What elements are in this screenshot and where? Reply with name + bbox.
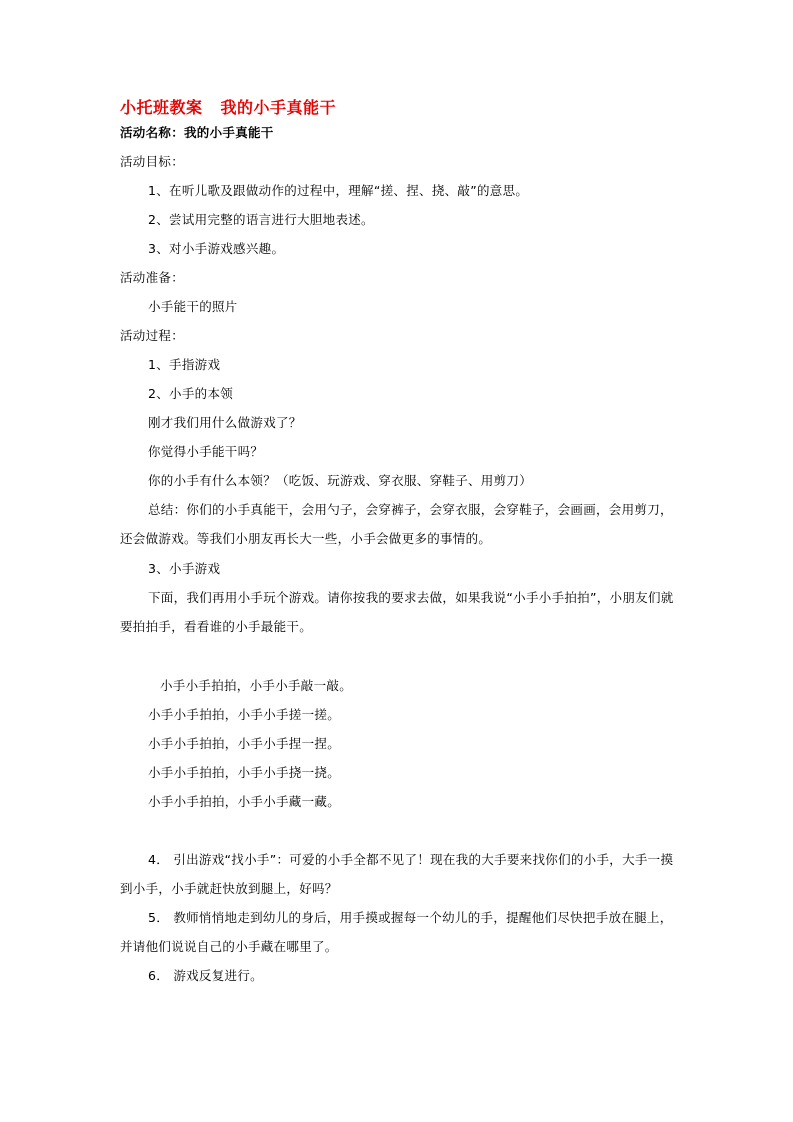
process-summary: 总结：你们的小手真能干，会用勺子，会穿裤子，会穿衣服，会穿鞋子，会画画，会用剪刀，还会做游戏。等我们小朋友再长大一些，小手会做更多的事情的。: [120, 502, 673, 546]
rhyme-line-5: 小手小手拍拍，小手小手藏一藏。: [148, 794, 341, 809]
process-step-5: 5． 教师悄悄地走到幼儿的身后，用手摸或握每一个幼儿的手，提醒他们尽快把手放在腿上，并请他们说说自己的小手藏在哪里了。: [120, 910, 673, 954]
goal-item-3: 3、对小手游戏感兴趣。: [148, 241, 285, 256]
process-step-3-description: 下面，我们再用小手玩个游戏。请你按我的要求去做，如果我说“小手小手拍拍”，小朋友们就要拍拍手，看看谁的小手最能干。: [120, 590, 674, 634]
process-step-4: 4． 引出游戏“找小手”：可爱的小手全都不见了！现在我的大手要来找你们的小手，大手一摸到小手，小手就赶快放到腿上，好吗？: [120, 852, 674, 896]
rhyme-line-1: 小手小手拍拍，小手小手敲一敲。: [160, 678, 353, 693]
process-heading: 活动过程：: [120, 328, 185, 343]
process-step-6: 6． 游戏反复进行。: [148, 968, 263, 983]
preparation-content: 小手能干的照片: [148, 299, 238, 314]
process-step-2: 2、小手的本领: [148, 386, 234, 401]
title-part-2: 我的小手真能干: [220, 98, 337, 117]
rhyme-line-3: 小手小手拍拍，小手小手捏一捏。: [148, 736, 341, 751]
activity-name: 活动名称：我的小手真能干: [120, 125, 274, 140]
rhyme-line-4: 小手小手拍拍，小手小手挠一挠。: [148, 765, 341, 780]
title-part-1: 小托班教案: [120, 98, 203, 117]
process-question-2: 你觉得小手能干吗？: [148, 444, 264, 459]
goal-item-2: 2、尝试用完整的语言进行大胆地表述。: [148, 212, 374, 227]
document-title: [120, 95, 336, 118]
process-question-1: 刚才我们用什么做游戏了？: [148, 415, 302, 430]
process-step-3: 3、小手游戏: [148, 561, 221, 576]
goal-item-1: 1、在听儿歌及跟做动作的过程中，理解“搓、捏、挠、敲”的意思。: [148, 183, 529, 198]
process-step-1: 1、手指游戏: [148, 357, 221, 372]
rhyme-line-2: 小手小手拍拍，小手小手搓一搓。: [148, 707, 341, 722]
goals-heading: 活动目标：: [120, 154, 185, 169]
preparation-heading: 活动准备：: [120, 270, 185, 285]
process-question-3: 你的小手有什么本领？（吃饭、玩游戏、穿衣服、穿鞋子、用剪刀）: [148, 473, 533, 488]
